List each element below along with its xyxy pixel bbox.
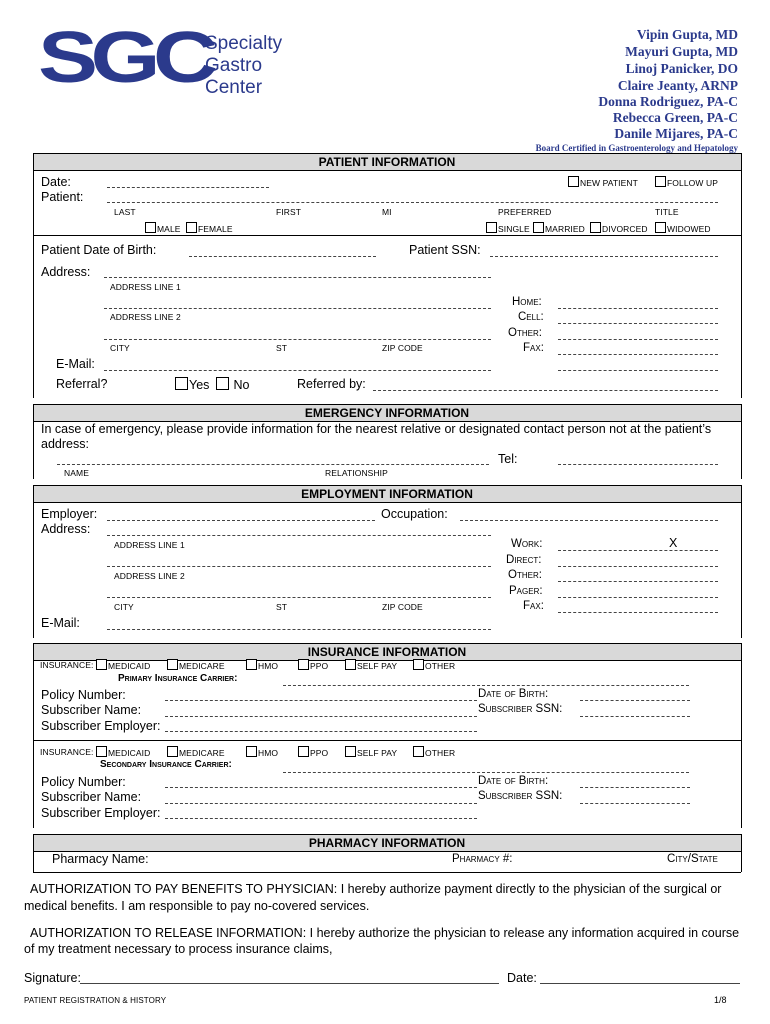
doctor-3: Linoj Panicker, DO — [625, 61, 738, 76]
employer-address-1-label: ADDRESS LINE 1 — [114, 540, 185, 550]
secondary-ssn-field[interactable] — [580, 803, 690, 804]
secondary-ppo-checkbox[interactable]: PPO — [298, 746, 328, 758]
emergency-relationship-label: RELATIONSHIP — [325, 468, 388, 478]
board-certified: Board Certified in Gastroenterology and Hepatology — [535, 143, 738, 153]
single-checkbox[interactable]: SINGLE — [486, 222, 530, 234]
work-label: Work: — [511, 538, 543, 550]
emergency-name-label: NAME — [64, 468, 89, 478]
insurance-type-label: INSURANCE: — [40, 660, 94, 670]
primary-dob-label: Date of Birth: — [478, 688, 549, 700]
new-patient-checkbox[interactable]: NEW PATIENT — [568, 176, 638, 188]
secondary-carrier-label: Secondary Insurance Carrier: — [100, 759, 232, 770]
logo-word-1: Specialty — [205, 33, 283, 54]
secondary-selfpay-checkbox[interactable]: SELF PAY — [345, 746, 397, 758]
secondary-other-checkbox[interactable]: OTHER — [413, 746, 455, 758]
emergency-instructions-1: In case of emergency, please provide information for the nearest relative or designated contact person not at the patient’s — [41, 422, 712, 436]
emergency-instructions-2: address: — [41, 437, 89, 451]
checkbox-icon — [246, 659, 257, 670]
checkbox-icon — [655, 222, 666, 233]
direct-phone-field[interactable] — [558, 566, 718, 567]
doctor-5: Donna Rodriguez, PA-C — [598, 94, 738, 109]
secondary-hmo-checkbox[interactable]: HMO — [246, 746, 278, 758]
address-line-1-field[interactable] — [104, 277, 491, 278]
checkbox-icon — [175, 377, 188, 390]
footer-title: PATIENT REGISTRATION & HISTORY — [24, 996, 167, 1005]
emergency-section-header: EMERGENCY INFORMATION — [33, 404, 741, 422]
employer-address-1-field[interactable] — [107, 535, 491, 536]
primary-carrier-field[interactable] — [283, 685, 689, 686]
checkbox-icon — [568, 176, 579, 187]
secondary-medicaid-checkbox[interactable]: MEDICAID — [96, 746, 150, 758]
email-label: E-Mail: — [56, 357, 95, 371]
employer-zip-label: ZIP CODE — [382, 602, 423, 612]
referred-by-field[interactable] — [373, 390, 718, 391]
primary-policy-field[interactable] — [165, 700, 477, 701]
fax-field[interactable] — [558, 354, 718, 355]
secondary-employer-field[interactable] — [165, 818, 477, 819]
dob-label: Patient Date of Birth: — [41, 243, 157, 257]
address-line-2-label: ADDRESS LINE 2 — [110, 312, 181, 322]
secondary-policy-field[interactable] — [165, 787, 477, 788]
zip-label: ZIP CODE — [382, 343, 423, 353]
primary-ppo-checkbox[interactable]: PPO — [298, 659, 328, 671]
ssn-label: Patient SSN: — [409, 243, 481, 257]
pharmacy-city-state-label: City/State — [667, 853, 718, 865]
checkbox-icon — [145, 222, 156, 233]
emergency-contact-field[interactable] — [57, 464, 489, 465]
city-label: CITY — [110, 343, 130, 353]
secondary-dob-field[interactable] — [580, 787, 690, 788]
secondary-subscriber-field[interactable] — [165, 803, 477, 804]
pharmacy-number-label: Pharmacy #: — [452, 853, 513, 865]
checkbox-icon — [216, 377, 229, 390]
employer-fax-field[interactable] — [558, 612, 718, 613]
checkbox-icon — [96, 746, 107, 757]
insurance-section-header: INSURANCE INFORMATION — [33, 643, 741, 661]
extra-phone-field[interactable] — [558, 370, 718, 371]
logo-letters: SGC — [38, 18, 211, 98]
primary-policy-label: Policy Number: — [41, 688, 126, 702]
checkbox-icon — [590, 222, 601, 233]
male-checkbox[interactable]: MALE — [145, 222, 181, 234]
secondary-carrier-field[interactable] — [283, 772, 689, 773]
title-label: TITLE — [655, 207, 679, 217]
ssn-field[interactable] — [490, 256, 718, 257]
married-checkbox[interactable]: MARRIED — [533, 222, 585, 234]
employer-city-label: CITY — [114, 602, 134, 612]
employer-address-2-label: ADDRESS LINE 2 — [114, 571, 185, 581]
signature-date-field[interactable] — [540, 983, 740, 984]
page-number: 1/8 — [714, 995, 727, 1005]
primary-medicare-checkbox[interactable]: MEDICARE — [167, 659, 225, 671]
employer-st-label: ST — [276, 602, 288, 612]
secondary-employer-label: Subscriber Employer: — [41, 806, 161, 820]
checkbox-icon — [167, 746, 178, 757]
checkbox-icon — [298, 659, 309, 670]
primary-ssn-field[interactable] — [580, 716, 690, 717]
employer-city-field[interactable] — [107, 597, 491, 598]
employer-field[interactable] — [107, 520, 375, 521]
doctor-4: Claire Jeanty, ARNP — [617, 78, 738, 93]
logo-word-3: Center — [205, 77, 263, 98]
benefits-authorization-1: AUTHORIZATION TO PAY BENEFITS TO PHYSICIAN: I hereby authorize payment directly to the physician of the surgical or — [30, 882, 722, 896]
referral-yes-checkbox[interactable]: Yes — [175, 377, 209, 392]
primary-ssn-label: Subscriber SSN: — [478, 703, 563, 715]
referral-no-checkbox[interactable]: No — [216, 377, 249, 392]
city-field[interactable] — [104, 339, 491, 340]
secondary-policy-label: Policy Number: — [41, 775, 126, 789]
employer-label: Employer: — [41, 507, 98, 521]
primary-other-checkbox[interactable]: OTHER — [413, 659, 455, 671]
referral-label: Referral? — [56, 377, 108, 391]
checkbox-icon — [655, 176, 666, 187]
pharmacy-name-label: Pharmacy Name: — [52, 852, 149, 866]
emergency-tel-label: Tel: — [498, 452, 518, 466]
st-label: ST — [276, 343, 288, 353]
date-field[interactable] — [107, 187, 269, 188]
secondary-subscriber-label: Subscriber Name: — [41, 790, 142, 804]
other-label: Other: — [508, 327, 542, 339]
signature-label: Signature: — [24, 971, 81, 985]
mi-label: MI — [382, 207, 392, 217]
checkbox-icon — [413, 746, 424, 757]
other-phone-field[interactable] — [558, 339, 718, 340]
pager-label: Pager: — [509, 585, 543, 597]
date-label: Date: — [41, 175, 71, 189]
doctor-7: Danile Mijares, PA-C — [614, 126, 738, 141]
email-field[interactable] — [104, 370, 491, 371]
home-label: Home: — [512, 296, 542, 308]
release-authorization-2: of my treatment necessary to process insurance claims, — [24, 942, 333, 956]
employer-address-label: Address: — [41, 522, 91, 536]
secondary-ssn-label: Subscriber SSN: — [478, 790, 563, 802]
pharmacy-section-header: PHARMACY INFORMATION — [33, 834, 741, 852]
primary-medicaid-checkbox[interactable]: MEDICAID — [96, 659, 150, 671]
primary-carrier-label: Primary Insurance Carrier: — [118, 673, 238, 684]
checkbox-icon — [345, 659, 356, 670]
checkbox-icon — [167, 659, 178, 670]
logo-word-2: Gastro — [205, 55, 263, 76]
checkbox-icon — [413, 659, 424, 670]
checkbox-icon — [298, 746, 309, 757]
home-phone-field[interactable] — [558, 308, 718, 309]
checkbox-icon — [345, 746, 356, 757]
referred-by-label: Referred by: — [297, 377, 366, 391]
employer-other-label: Other: — [508, 569, 542, 581]
benefits-authorization-2: medical benefits. I am responsible to pay no-covered services. — [24, 899, 370, 913]
preferred-label: PREFERRED — [498, 207, 552, 217]
last-label: LAST — [114, 207, 136, 217]
fax-label: Fax: — [523, 342, 544, 354]
patient-name-field[interactable] — [107, 202, 718, 203]
employer-fax-label: Fax: — [523, 600, 544, 612]
work-phone-value: X — [669, 536, 678, 550]
doctor-6: Rebecca Green, PA-C — [612, 110, 738, 125]
employer-other-field[interactable] — [558, 581, 718, 582]
primary-subscriber-label: Subscriber Name: — [41, 703, 142, 717]
signature-date-label: Date: — [507, 971, 537, 985]
divorced-checkbox[interactable]: DIVORCED — [590, 222, 648, 234]
cell-phone-field[interactable] — [558, 323, 718, 324]
checkbox-icon — [533, 222, 544, 233]
employer-email-label: E-Mail: — [41, 616, 80, 630]
secondary-medicare-checkbox[interactable]: MEDICARE — [167, 746, 225, 758]
insurance-type-label-2: INSURANCE: — [40, 747, 94, 757]
pager-field[interactable] — [558, 597, 718, 598]
widowed-checkbox[interactable]: WIDOWED — [655, 222, 711, 234]
primary-subscriber-field[interactable] — [165, 716, 477, 717]
signature-field[interactable] — [80, 983, 499, 984]
primary-selfpay-checkbox[interactable]: SELF PAY — [345, 659, 397, 671]
checkbox-icon — [186, 222, 197, 233]
female-checkbox[interactable]: FEMALE — [186, 222, 233, 234]
employment-section-header: EMPLOYMENT INFORMATION — [33, 485, 741, 503]
address-line-2-field[interactable] — [104, 308, 491, 309]
primary-employer-label: Subscriber Employer: — [41, 719, 161, 733]
secondary-dob-label: Date of Birth: — [478, 775, 549, 787]
primary-dob-field[interactable] — [580, 700, 690, 701]
doctor-2: Mayuri Gupta, MD — [625, 44, 738, 59]
work-phone-field[interactable] — [558, 550, 718, 551]
primary-hmo-checkbox[interactable]: HMO — [246, 659, 278, 671]
patient-section-header: PATIENT INFORMATION — [33, 153, 741, 171]
follow-up-checkbox[interactable]: FOLLOW UP — [655, 176, 718, 188]
cell-label: Cell: — [518, 311, 544, 323]
checkbox-icon — [96, 659, 107, 670]
emergency-tel-field[interactable] — [558, 464, 718, 465]
doctor-1: Vipin Gupta, MD — [636, 27, 738, 42]
checkbox-icon — [486, 222, 497, 233]
employer-address-2-field[interactable] — [107, 566, 491, 567]
occupation-field[interactable] — [460, 520, 718, 521]
release-authorization-1: AUTHORIZATION TO RELEASE INFORMATION: I hereby authorize the physician to release any information acquired in course — [30, 926, 740, 940]
occupation-label: Occupation: — [381, 507, 448, 521]
address-label: Address: — [41, 265, 91, 279]
dob-field[interactable] — [189, 256, 376, 257]
checkbox-icon — [246, 746, 257, 757]
employer-email-field[interactable] — [107, 629, 491, 630]
address-line-1-label: ADDRESS LINE 1 — [110, 282, 181, 292]
first-label: FIRST — [276, 207, 302, 217]
direct-label: Direct: — [506, 554, 542, 566]
patient-label: Patient: — [41, 190, 84, 204]
primary-employer-field[interactable] — [165, 731, 477, 732]
